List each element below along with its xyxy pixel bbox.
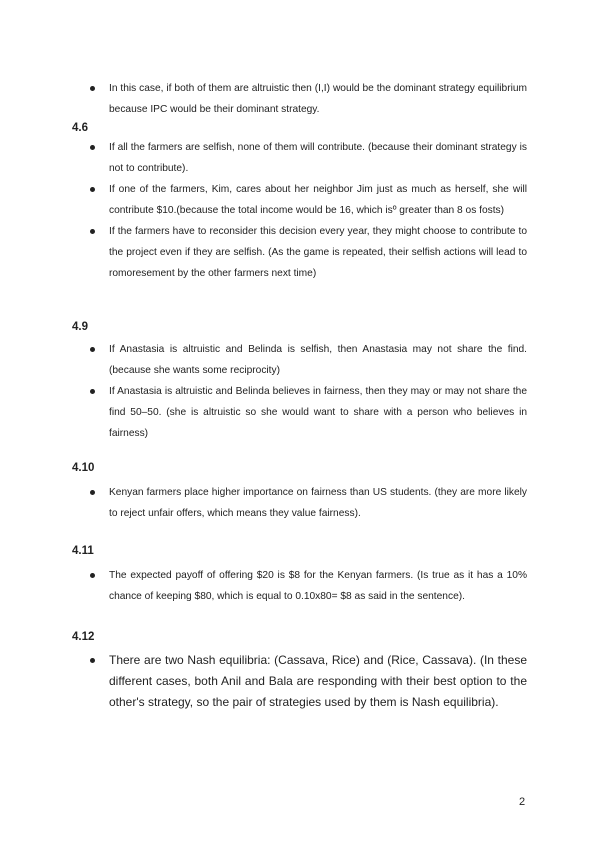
section-bullet-list bbox=[90, 650, 527, 713]
bullet-text: If one of the farmers, Kim, cares about her neighbor Jim just as much as herself, she will contribute $10.(because the total income would be 16, which isº greater than 8 os fosts) bbox=[109, 184, 527, 216]
bullet-text: Kenyan farmers place higher importance on fairness than US students. (they are more likely to reject unfair offers, which means they value fairness). bbox=[109, 487, 527, 519]
bullet-dot-icon bbox=[90, 229, 95, 234]
section-bullet-list bbox=[90, 482, 527, 524]
bullet-item bbox=[90, 482, 527, 524]
bullet-dot-icon bbox=[90, 658, 95, 663]
bullet-text: The expected payoff of offering $20 is $8 for the Kenyan farmers. (Is true as it has a 10% chance of keeping $80, which is equal to 0.10x80= $8 as said in the sentence). bbox=[109, 570, 527, 602]
intro-bullet-list bbox=[90, 78, 527, 120]
bullet-text: If Anastasia is altruistic and Belinda is selfish, then Anastasia may not share the find. (because she wants some reciprocity) bbox=[109, 344, 527, 376]
bullet-text: If all the farmers are selfish, none of them will contribute. (because their dominant strategy is not to contribute). bbox=[109, 142, 527, 174]
section-bullet-list bbox=[90, 137, 527, 284]
bullet-dot-icon bbox=[90, 187, 95, 192]
page-number: 2 bbox=[519, 796, 526, 808]
bullet-dot-icon bbox=[90, 347, 95, 352]
bullet-item bbox=[90, 650, 527, 713]
bullet-item bbox=[90, 381, 527, 444]
bullet-item bbox=[90, 339, 527, 381]
bullet-text: There are two Nash equilibria: (Cassava, Rice) and (Rice, Cassava). (In these different cases, both Anil and Bala are responding with their best option to the other's strategy, so the pair of strategies used by them is Nash equilibria). bbox=[109, 653, 527, 709]
section-bullet-list bbox=[90, 339, 527, 444]
bullet-dot-icon bbox=[90, 86, 95, 91]
bullet-item bbox=[90, 78, 527, 120]
bullet-dot-icon bbox=[90, 490, 95, 495]
bullet-item bbox=[90, 179, 527, 221]
bullet-dot-icon bbox=[90, 389, 95, 394]
section-heading: 4.11 bbox=[72, 545, 94, 557]
bullet-text: If the farmers have to reconsider this decision every year, they might choose to contribute to the project even if they are selfish. (As the game is repeated, their selfish actions will lead to romoresement by the other farmers next time) bbox=[109, 226, 527, 279]
bullet-text: If Anastasia is altruistic and Belinda believes in fairness, then they may or may not share the find 50–50. (she is altruistic so she would want to share with a person who believes in fairness) bbox=[109, 386, 527, 439]
bullet-text: In this case, if both of them are altruistic then (I,I) would be the dominant strategy equilibrium because IPC would be their dominant strategy. bbox=[109, 83, 527, 115]
bullet-dot-icon bbox=[90, 573, 95, 578]
section-heading: 4.12 bbox=[72, 631, 95, 643]
bullet-dot-icon bbox=[90, 145, 95, 150]
bullet-item bbox=[90, 137, 527, 179]
bullet-item bbox=[90, 565, 527, 607]
section-bullet-list bbox=[90, 565, 527, 607]
section-heading: 4.9 bbox=[72, 321, 88, 333]
section-heading: 4.6 bbox=[72, 122, 88, 134]
bullet-item bbox=[90, 221, 527, 284]
section-heading: 4.10 bbox=[72, 462, 95, 474]
